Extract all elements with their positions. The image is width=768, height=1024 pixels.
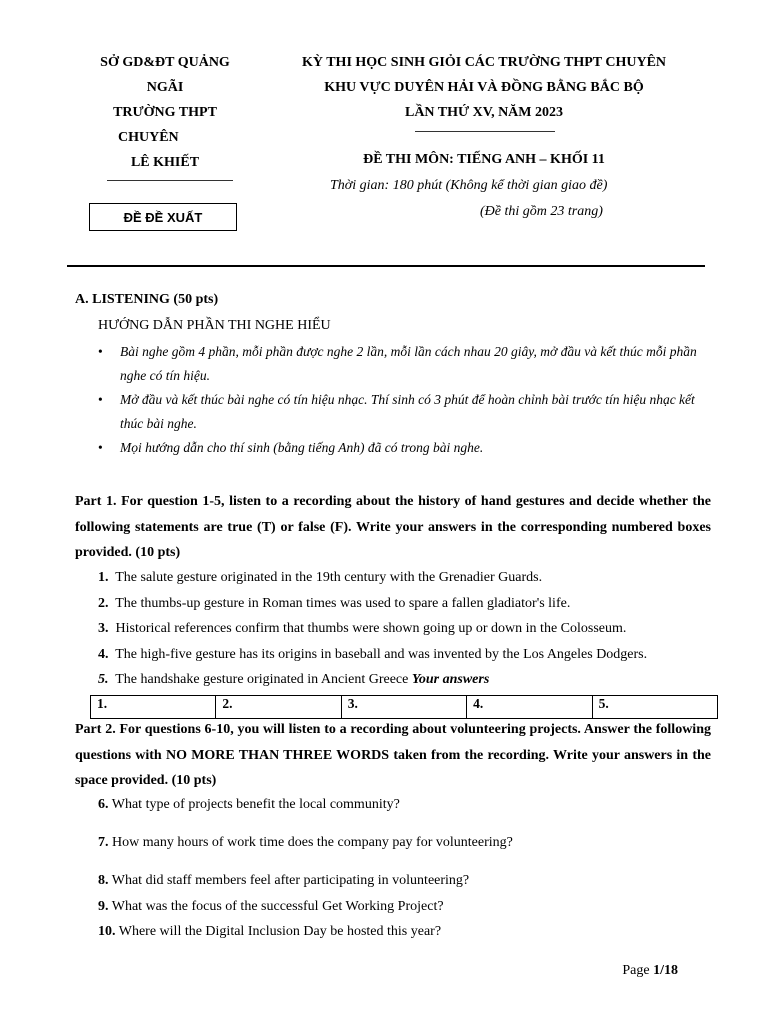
page-label: Page [622, 963, 650, 978]
question-number: 10. [98, 924, 116, 939]
question-number: 3. [98, 621, 109, 636]
question-text: How many hours of work time does the company pay for volunteering? [112, 835, 513, 850]
exam-subject: ĐỀ THI MÔN: TIẾNG ANH – KHỐI 11 [363, 152, 605, 167]
list-item [98, 667, 718, 693]
list-item [98, 616, 718, 642]
question-text: The salute gesture originated in the 19th century with the Grenadier Guards. [115, 570, 543, 585]
list-item [98, 792, 718, 830]
answer-box-2[interactable]: 2. [216, 696, 341, 719]
bullet-icon: • [98, 440, 103, 455]
listening-guide-title: HƯỚNG DẪN PHẦN THI NGHE HIỂU [98, 318, 331, 333]
guide-text-2: Mở đầu và kết thúc bài nghe có tín hiệu nhạc. Thí sinh có 3 phút để hoàn chỉnh bài trước tín hiệu nhạc kết thúc bài nghe. [120, 392, 695, 431]
exam-title-line-1: KỲ THI HỌC SINH GIỎI CÁC TRƯỜNG THPT CHUYÊN [301, 55, 667, 70]
list-item [98, 894, 718, 920]
list-item [98, 830, 718, 868]
school-header [80, 50, 250, 175]
question-text: The thumbs-up gesture in Roman times was used to spare a fallen gladiator's life. [115, 595, 571, 611]
page-number: 1/18 [653, 963, 678, 978]
school-line-4: CHUYÊN [118, 130, 179, 145]
answer-box-4[interactable]: 4. [467, 696, 592, 719]
answer-box-3[interactable]: 3. [341, 696, 466, 719]
question-number: 9. [98, 898, 109, 914]
part2-questions [98, 792, 718, 945]
answer-table [90, 695, 718, 719]
school-line-2: NGÃI [146, 80, 184, 95]
question-number: 7. [98, 835, 109, 850]
part1-questions [98, 565, 718, 693]
answer-box-1[interactable]: 1. [91, 696, 216, 719]
question-text: The handshake gesture originated in Ancient Greece [115, 672, 409, 687]
list-item [98, 340, 718, 388]
exam-time-note: Thời gian: 180 phút (Không kể thời gian giao đề) [330, 178, 608, 193]
bullet-icon: • [98, 392, 103, 407]
exam-title-line-3: LẦN THỨ XV, NĂM 2023 [404, 105, 564, 120]
proposal-label: ĐỀ ĐỀ XUẤT [89, 203, 237, 231]
question-number: 2. [98, 595, 109, 611]
school-divider [107, 180, 233, 181]
list-item [98, 919, 718, 945]
your-answers-label: Your answers [411, 672, 490, 687]
question-text: The high-five gesture has its origins in baseball and was invented by the Los Angeles Dodgers. [115, 646, 648, 662]
answer-box-5[interactable]: 5. [592, 696, 717, 719]
exam-divider [415, 131, 555, 132]
list-item [98, 591, 718, 617]
part1-heading: Part 1. For question 1-5, listen to a recording about the history of hand gestures and decide whether the following statements are true (T) or false (F). Write your answers in the corresponding numbered boxes provided. (10 pts) [75, 494, 711, 560]
table-row [91, 696, 718, 719]
question-number: 4. [98, 646, 109, 662]
question-text: What was the focus of the successful Get Working Project? [111, 898, 444, 914]
header-separator [67, 265, 705, 267]
guide-text-1: Bài nghe gồm 4 phần, mỗi phần được nghe 2 lần, mỗi lần cách nhau 20 giây, mở đầu và kết thúc mỗi phần nghe có tín hiệu. [120, 344, 697, 383]
exam-pages-note: (Đề thi gồm 23 trang) [480, 204, 603, 219]
school-line-5: LÊ KHIẾT [130, 155, 200, 170]
exam-title-line-2: KHU VỰC DUYÊN HẢI VÀ ĐỒNG BẰNG BẮC BỘ [324, 80, 644, 95]
section-title: A. LISTENING (50 pts) [75, 292, 219, 307]
part2-heading: Part 2. For questions 6-10, you will listen to a recording about volunteering projects. Answer the following questions with NO MORE THAN THREE WORDS taken from the recording. Write your answers in the space provided. (10 pts) [75, 722, 711, 788]
school-line-3: TRƯỜNG THPT [113, 105, 217, 120]
list-item [98, 436, 718, 460]
list-item [98, 565, 718, 591]
question-number: 5. [98, 672, 109, 687]
question-number: 1. [98, 570, 109, 585]
question-number: 8. [98, 873, 109, 888]
question-text: What did staff members feel after participating in volunteering? [111, 873, 470, 888]
guide-text-3: Mọi hướng dẫn cho thí sinh (bằng tiếng Anh) đã có trong bài nghe. [120, 440, 484, 455]
question-text: What type of projects benefit the local community? [111, 797, 400, 812]
page-footer [622, 963, 678, 979]
school-line-1: SỞ GD&ĐT QUẢNG [100, 55, 230, 70]
list-item [98, 642, 718, 668]
question-text: Where will the Digital Inclusion Day be hosted this year? [118, 924, 442, 939]
list-item [98, 388, 718, 436]
bullet-icon: • [98, 344, 103, 359]
question-text: Historical references confirm that thumbs were shown going up or down in the Colosseum. [115, 621, 627, 636]
question-number: 6. [98, 797, 109, 812]
exam-header [270, 50, 698, 125]
listening-guide-list [98, 340, 718, 460]
list-item [98, 868, 718, 894]
